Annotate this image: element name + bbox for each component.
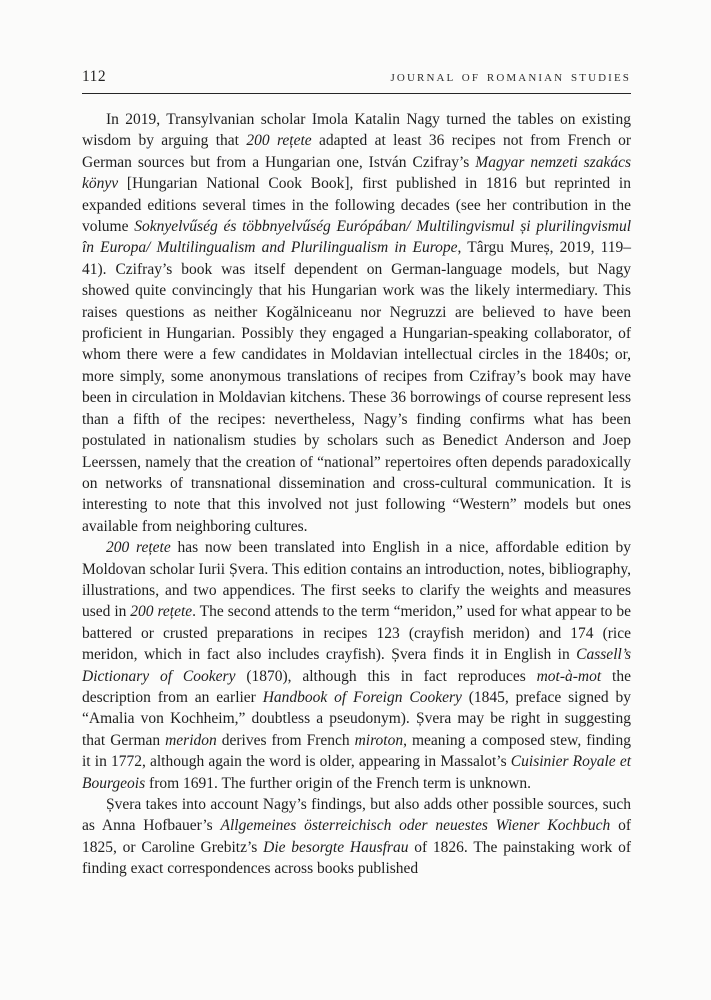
italic-text-run: Die besorgte Hausfrau — [263, 838, 409, 856]
paragraph — [82, 109, 631, 537]
italic-text-run: mot-à-mot — [536, 667, 602, 685]
text-run: . The second attends to the term “meridon,” used for what appear to be battered or crusted preparations in recipes 123 (crayfish meridon) and 174 (rice meridon, which in fact also includes crayfish). Șvera finds it in English in — [82, 603, 631, 664]
italic-text-run: Soknyelvűség és többnyelvűség Európában/ Multilingvismul și plurilingvismul în Europa/ Multilingualism and Plurilingualism in Europe — [82, 218, 631, 257]
text-run: adapted at least 36 recipes not from French or German sources but from a Hungarian one, István Czifray’s — [82, 132, 631, 171]
text-run: In 2019, Transylvanian scholar Imola Katalin Nagy turned the tables on existing wisdom by arguing that — [82, 111, 631, 150]
text-run: [Hungarian National Cook Book], first published in 1816 but reprinted in expanded editions several times in the following decades (see her contribution in the volume — [82, 175, 631, 236]
article-body — [82, 109, 631, 880]
italic-text-run: 200 rețete — [246, 132, 312, 150]
italic-text-run: Handbook of Foreign Cookery — [262, 688, 462, 706]
italic-text-run: 200 rețete — [106, 539, 171, 557]
italic-text-run: Magyar nemzeti szakács könyv — [82, 153, 632, 193]
journal-title: JOURNAL OF ROMANIAN STUDIES — [390, 72, 631, 84]
page-number: 112 — [82, 68, 107, 85]
italic-text-run: Cassell’s Dictionary of Cookery — [82, 646, 631, 685]
italic-text-run: Cuisinier Royale et Bourgeois — [82, 753, 632, 792]
text-run: (1845, preface signed by “Amalia von Kochheim,” doubtless a pseudonym). Șvera may be right in suggesting that German — [82, 688, 631, 749]
text-run: of 1826. The painstaking work of finding exact correspondences across books published — [82, 838, 631, 878]
italic-text-run: meridon — [165, 731, 217, 749]
italic-text-run: Allgemeines österreichisch oder neuestes Wiener Kochbuch — [220, 817, 611, 835]
text-run: of 1825, or Caroline Grebitz’s — [82, 817, 631, 856]
text-run: Șvera takes into account Nagy’s findings, but also adds other possible sources, such as Anna Hofbauer’s — [82, 796, 631, 835]
paragraph — [82, 794, 631, 880]
text-run: , Târgu Mureș, 2019, 119–41). Czifray’s book was itself dependent on German-language models, but Nagy showed quite convincingly that his Hungarian work was the likely intermediary. This raises questions as neither Kogălniceanu nor Negruzzi are believed to have been proficient in Hungarian. Possibly they engaged a Hungarian-speaking collaborator, of whom there were a few candidates in Moldavian intellectual circles in the 1840s; or, more simply, some anonymous translations of recipes from Czifray’s book may have been in circulation in Moldavian kitchens. These 36 borrowings of course represent less than a fifth of the recipes: nevertheless, Nagy’s finding confirms what has been postulated in nationalism studies by scholars such as Benedict Anderson and Joep Leerssen, namely that the creation of “national” repertoires often depends paradoxically on networks of transnational dissemination and cross-cultural communication. It is interesting to note that this involved not just following “Western” models but ones available from neighboring cultures. — [82, 239, 631, 535]
text-run: from 1691. The further origin of the French term is unknown. — [145, 774, 531, 792]
paragraph — [82, 537, 631, 794]
italic-text-run: 200 rețete — [130, 603, 193, 621]
italic-text-run: miroton — [354, 731, 404, 749]
text-run: the description from an earlier — [82, 667, 631, 706]
text-run: (1870), although this in fact reproduces — [235, 667, 537, 685]
page-header — [82, 68, 631, 86]
text-run: , meaning a composed stew, finding it in 1772, although again the word is older, appearing in Massalot’s — [82, 731, 631, 771]
text-run: derives from French — [216, 731, 355, 749]
text-run: has now been translated into English in a nice, affordable edition by Moldovan scholar Iurii Șvera. This edition contains an introduction, notes, bibliography, illustrations, and two appendices. The first seeks to clarify the weights and measures used in — [82, 539, 631, 621]
header-rule — [82, 93, 631, 94]
